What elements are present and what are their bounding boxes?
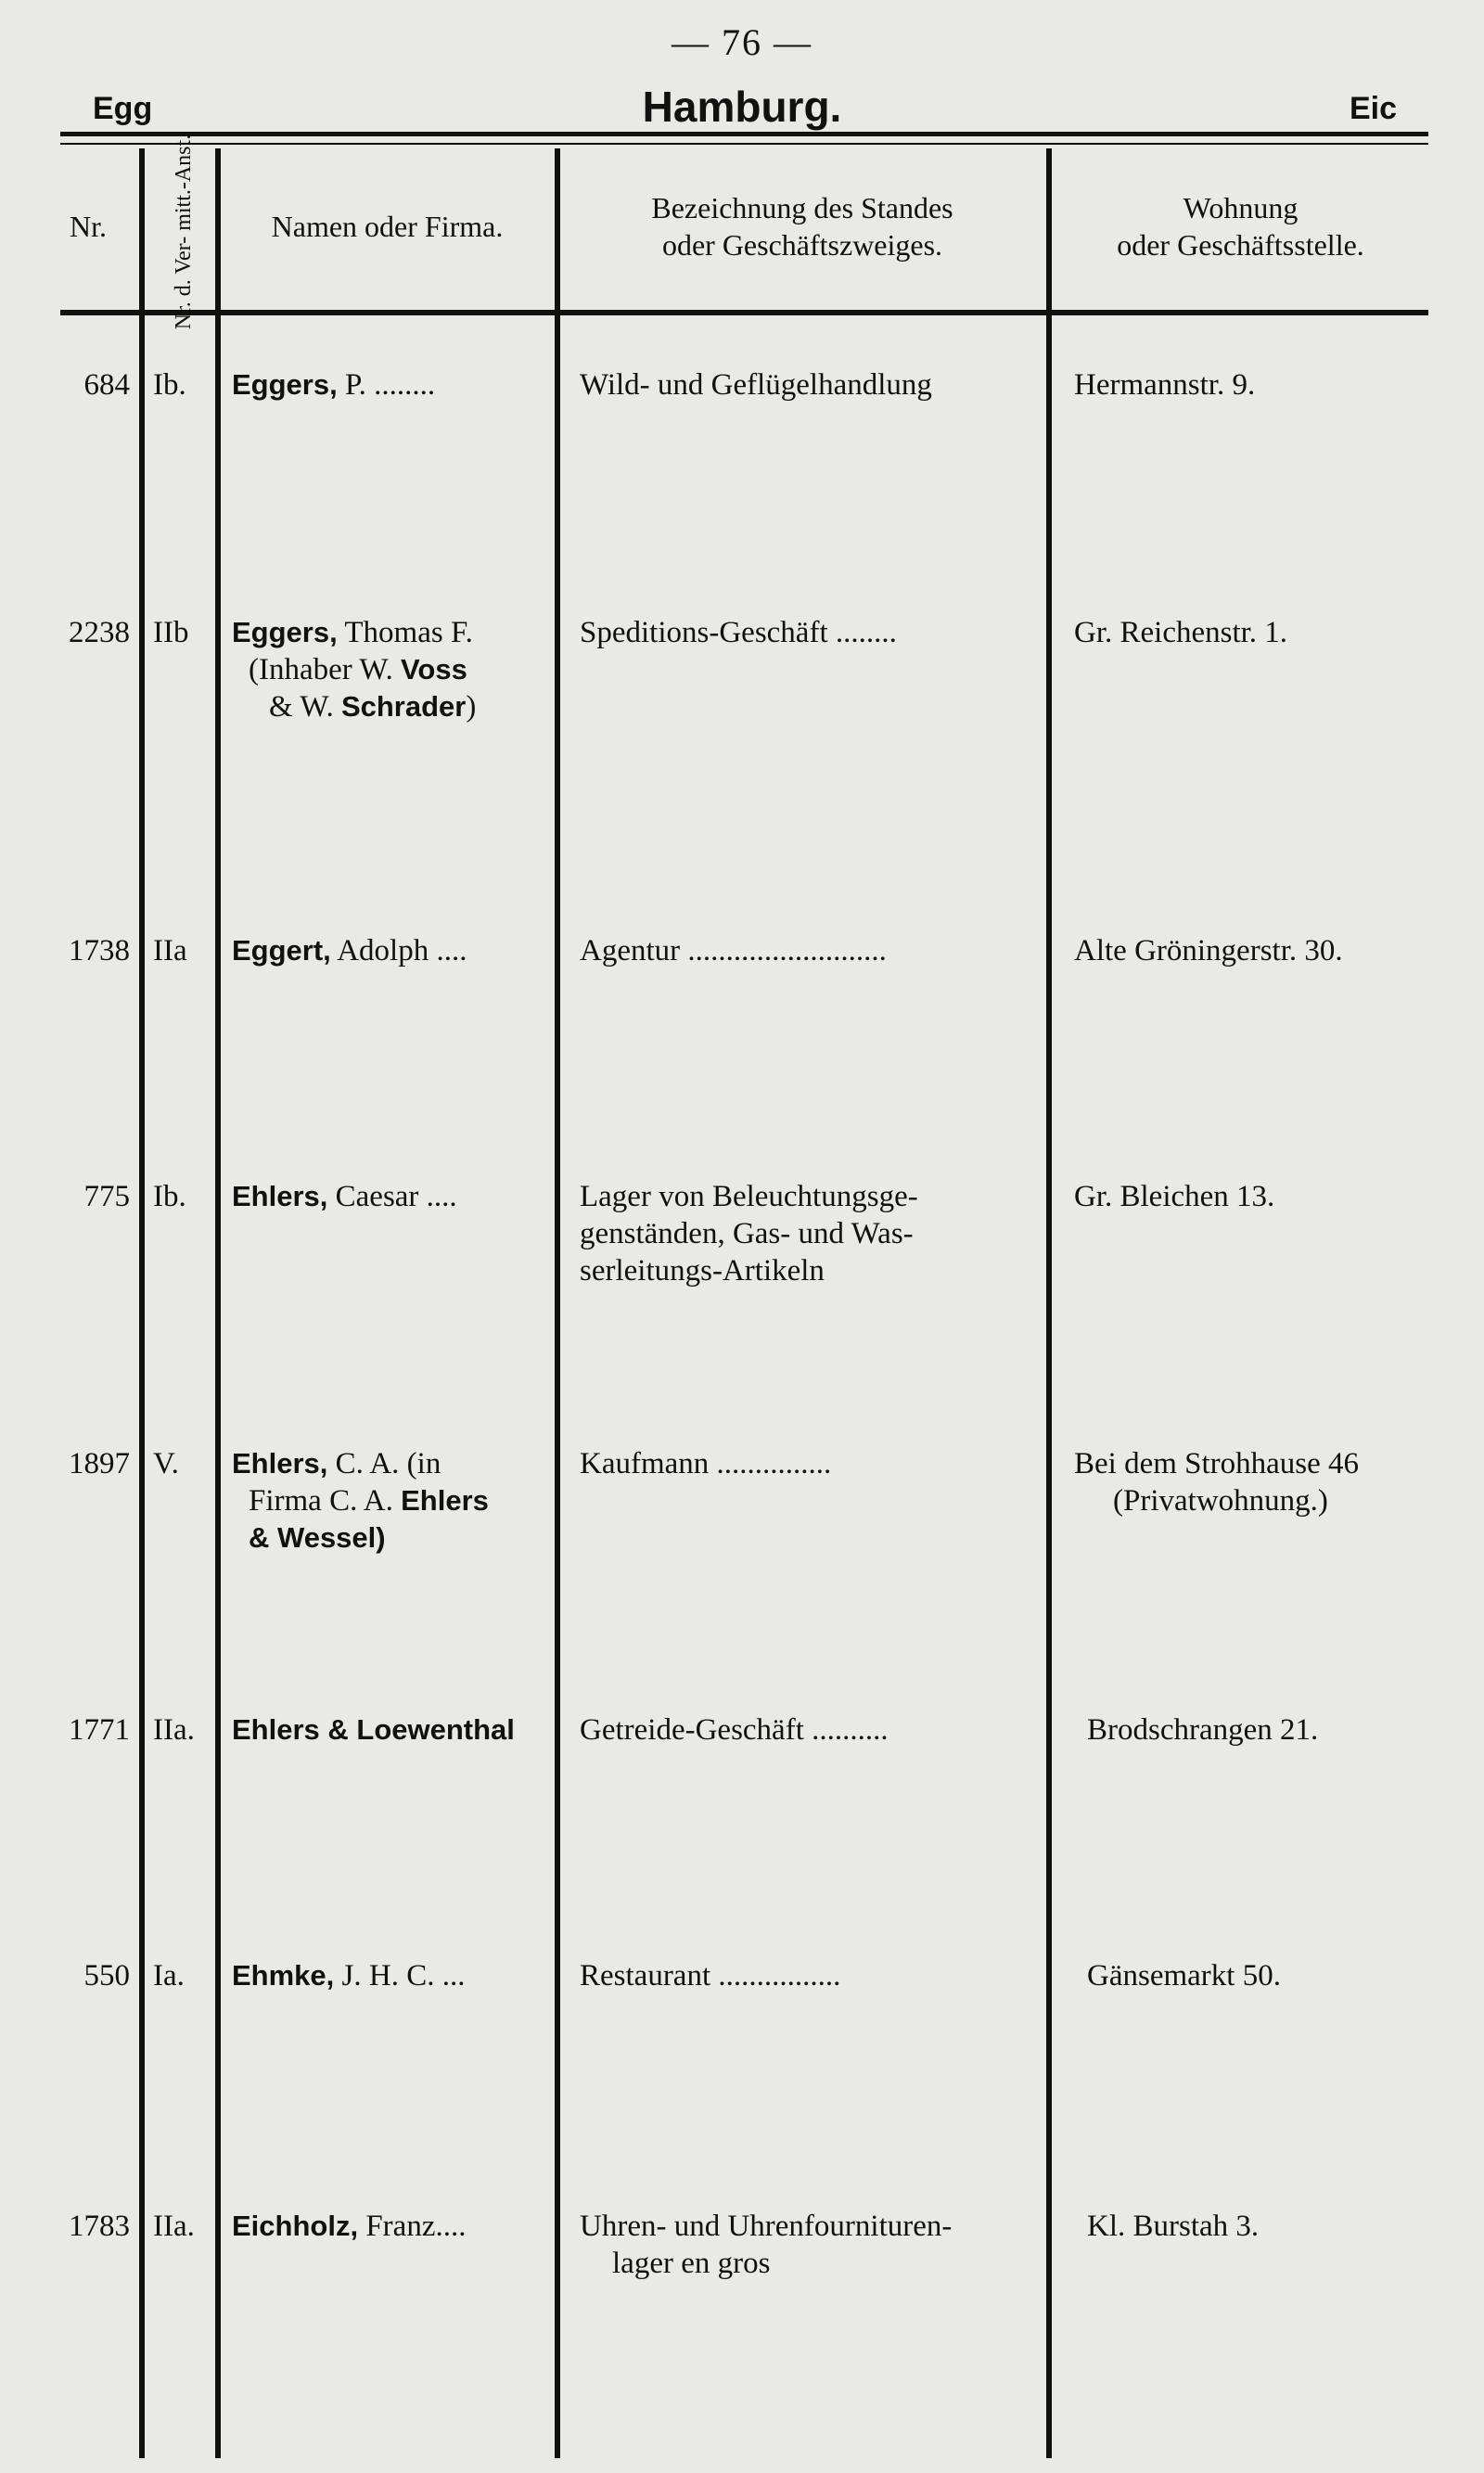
- entry-number: 684: [83, 368, 130, 402]
- entry-name-bold: Ehlers,: [232, 1180, 328, 1212]
- column-divider-1: [139, 148, 145, 2458]
- column-heading-wohnung-line1: Wohnung: [1183, 191, 1298, 224]
- entry-name: [232, 1445, 441, 1482]
- column-heading-stand-line1: Bezeichnung des Standes: [651, 191, 953, 224]
- entry-name-line3-bold: Schrader: [340, 690, 467, 723]
- entry-name: [232, 1178, 457, 1215]
- entry-number: 1783: [69, 2210, 130, 2243]
- entry-name-bold: Ehmke,: [232, 1959, 335, 1992]
- column-divider-2: [215, 148, 221, 2458]
- entry-address-line2: (Privatwohnung.): [1113, 1484, 1328, 1518]
- entry-name-line2-bold: Voss: [401, 653, 467, 686]
- top-rule-thin: [60, 143, 1428, 145]
- entry-number: 2238: [69, 616, 130, 649]
- entry-name-line2-text: Firma C. A.: [249, 1484, 402, 1518]
- entry-class: Ia.: [153, 1959, 185, 1992]
- entry-number: 775: [83, 1180, 130, 1213]
- entry-name: [232, 2208, 466, 2245]
- entry-name-line3-text: & W.: [269, 690, 341, 724]
- entry-name: [232, 932, 467, 969]
- entry-address: Gr. Reichenstr. 1.: [1074, 616, 1288, 649]
- entry-name-line2-bold: Ehlers: [401, 1484, 489, 1517]
- entry-address: Gänsemarkt 50.: [1087, 1959, 1281, 1992]
- entry-business: Kaufmann ...............: [580, 1447, 832, 1480]
- entry-business-line3: serleitungs-Artikeln: [580, 1254, 825, 1288]
- entry-name-rest: J. H. C. ...: [334, 1959, 466, 1992]
- entry-number: 1738: [69, 934, 130, 967]
- entry-class: IIa: [153, 934, 187, 967]
- entry-business: Speditions-Geschäft ........: [580, 616, 897, 649]
- entry-name-line3: [249, 1519, 386, 1557]
- column-heading-wohnung-line2: oder Geschäftsstelle.: [1117, 228, 1364, 262]
- entry-name-line2-text: (Inhaber W.: [249, 653, 402, 686]
- entry-name-bold: Eichholz,: [232, 2210, 359, 2242]
- header-city-title: Hamburg.: [642, 83, 842, 131]
- entry-name-rest: Thomas F.: [337, 616, 473, 649]
- entry-name-rest: Adolph ....: [330, 934, 467, 967]
- entry-name-line3: [269, 688, 476, 725]
- entry-class: Ib.: [153, 368, 186, 402]
- entry-address: Gr. Bleichen 13.: [1074, 1180, 1275, 1213]
- entry-name-line2: [249, 1482, 489, 1519]
- entry-name-bold: Eggers,: [232, 368, 338, 401]
- entry-name-line3-bold: & Wessel): [249, 1521, 386, 1554]
- column-heading-vermitt: [156, 134, 211, 330]
- column-heading-stand-line2: oder Geschäftszweiges.: [661, 228, 943, 262]
- entry-name-rest: Caesar ....: [327, 1180, 457, 1213]
- column-heading-nr: Nr.: [70, 210, 107, 243]
- entry-business-line2: lager en gros: [612, 2247, 771, 2280]
- entry-class: V.: [153, 1447, 179, 1480]
- entry-business: Restaurant ................: [580, 1959, 841, 1992]
- entry-class: Ib.: [153, 1180, 186, 1213]
- entry-business: Uhren- und Uhrenfournituren-: [580, 2210, 953, 2243]
- entry-class: IIb: [153, 616, 189, 649]
- column-divider-4: [1046, 148, 1052, 2458]
- column-heading-vermitt-text: Nr. d. Ver- mitt.-Anst.: [172, 134, 196, 330]
- entry-business-line2: genständen, Gas- und Was-: [580, 1217, 914, 1250]
- entry-class: IIa.: [153, 1713, 195, 1747]
- entry-name-line3-close: ): [466, 690, 477, 724]
- entry-business: Wild- und Geflügelhandlung: [580, 368, 932, 402]
- top-rule: [60, 132, 1428, 136]
- entry-business: Getreide-Geschäft ..........: [580, 1713, 889, 1747]
- entry-business: Agentur ..........................: [580, 934, 887, 967]
- entry-name-bold: Eggert,: [232, 934, 331, 967]
- entry-name-bold: Ehlers,: [232, 1447, 328, 1480]
- header-left-keyword: Egg: [93, 91, 153, 126]
- entry-number: 1771: [69, 1713, 130, 1747]
- entry-name-bold: Eggers,: [232, 616, 338, 648]
- entry-address: Hermannstr. 9.: [1074, 368, 1256, 402]
- entry-address: Brodschrangen 21.: [1087, 1713, 1319, 1747]
- entry-name: [232, 1957, 465, 1994]
- entry-name: [232, 366, 435, 404]
- column-heading-name: Namen oder Firma.: [271, 210, 504, 243]
- entry-name-rest: P. ........: [337, 368, 436, 402]
- entry-name: [232, 1711, 515, 1749]
- entry-address: Kl. Burstah 3.: [1087, 2210, 1260, 2243]
- entry-name-rest: C. A. (in: [327, 1447, 441, 1480]
- header-right-keyword: Eic: [1350, 91, 1398, 126]
- entry-name-line2: [249, 651, 467, 688]
- entry-class: IIa.: [153, 2210, 195, 2243]
- entry-address: Bei dem Strohhause 46: [1074, 1447, 1360, 1480]
- column-divider-3: [555, 148, 560, 2458]
- page-number: — 76 —: [672, 21, 812, 63]
- entry-address: Alte Gröningerstr. 30.: [1074, 934, 1343, 967]
- entry-name-rest: Franz....: [358, 2210, 467, 2243]
- entry-business: Lager von Beleuchtungsge-: [580, 1180, 918, 1213]
- entry-name: [232, 614, 473, 651]
- entry-number: 1897: [69, 1447, 130, 1480]
- entry-number: 550: [83, 1959, 130, 1992]
- entry-name-bold: Ehlers & Loewenthal: [232, 1713, 515, 1746]
- header-bottom-rule: [60, 310, 1428, 315]
